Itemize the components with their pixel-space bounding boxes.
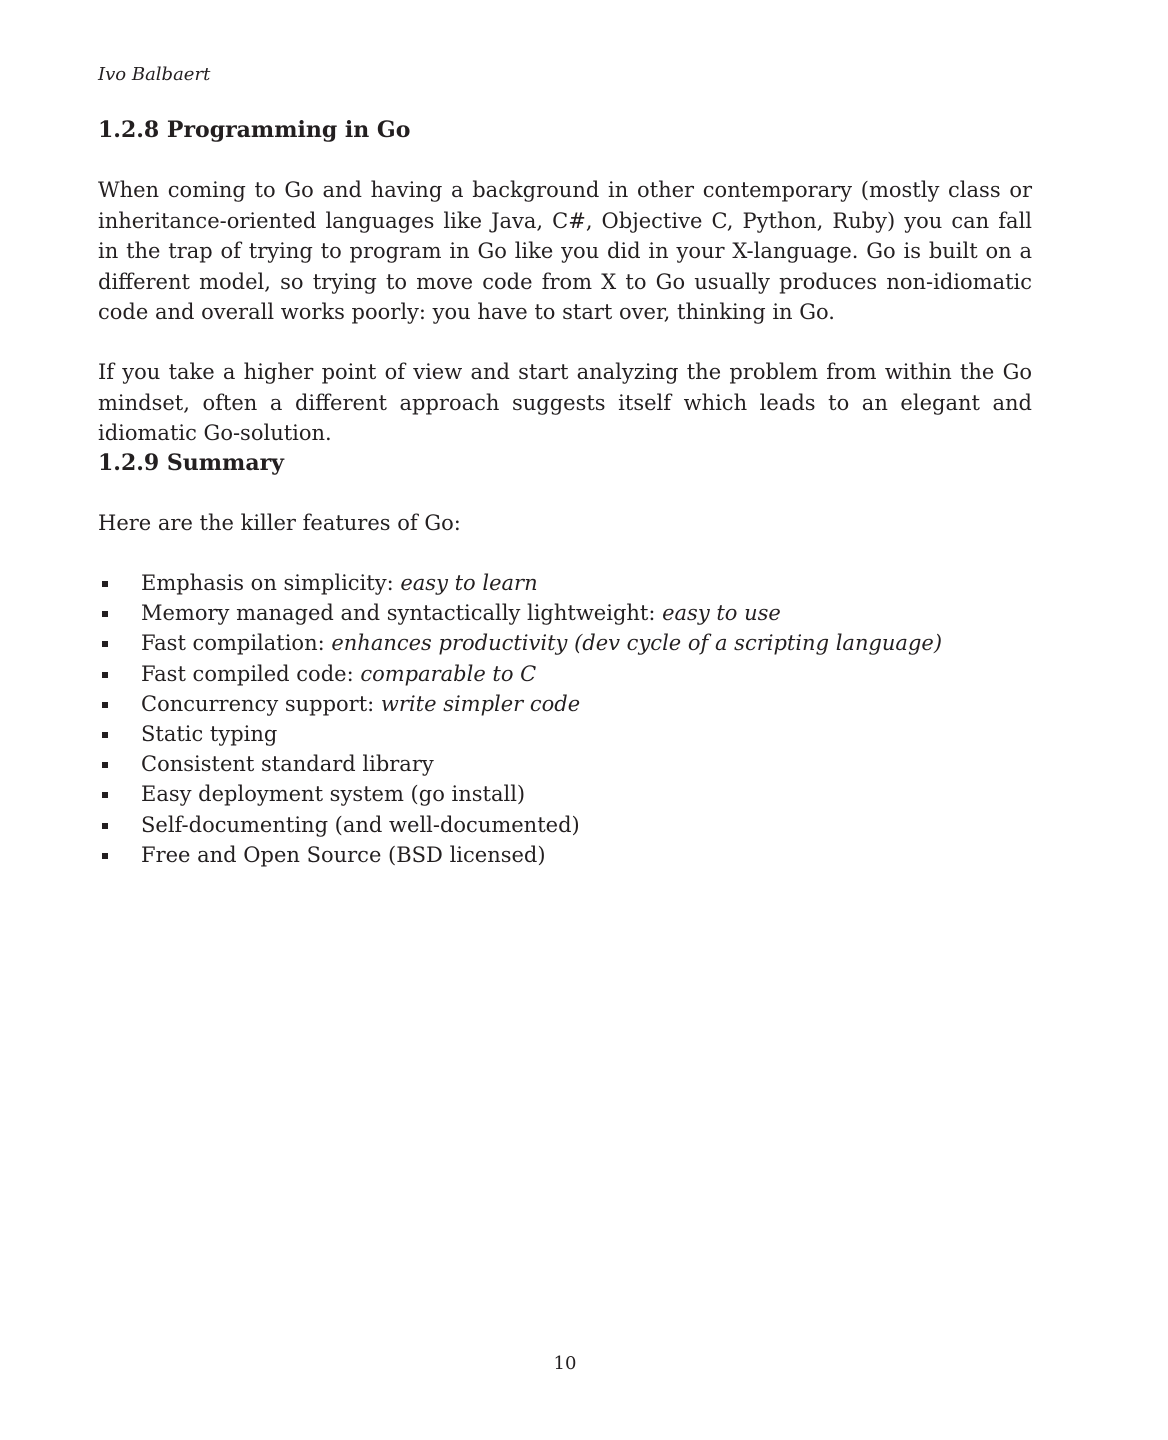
feature-emphasis: enhances productivity (dev cycle of a scripting language) [331, 631, 943, 656]
bullet-icon [102, 672, 108, 678]
feature-list-item [98, 568, 942, 598]
feature-text: Fast compiled code: [141, 661, 361, 686]
bullet-icon [102, 792, 108, 798]
feature-list-item [98, 628, 942, 658]
bullet-icon [102, 762, 108, 768]
bullet-icon [102, 732, 108, 738]
bullet-icon [102, 853, 108, 859]
feature-text: Easy deployment system (go install) [141, 782, 526, 807]
feature-list-item [98, 840, 942, 870]
feature-text: Consistent standard library [141, 752, 434, 777]
page-number: 10 [553, 1353, 577, 1374]
feature-emphasis: easy to use [662, 601, 781, 626]
paragraph: Here are the killer features of Go: [98, 511, 461, 535]
feature-text: Memory managed and syntactically lightweight: [141, 601, 663, 626]
feature-list-item [98, 719, 942, 749]
feature-list [98, 568, 942, 870]
section-heading-summary: 1.2.9 Summary [98, 450, 284, 476]
feature-emphasis: write simpler code [380, 691, 581, 716]
bullet-icon [102, 611, 108, 617]
feature-emphasis: easy to learn [400, 571, 538, 595]
feature-list-item [98, 810, 942, 840]
feature-text: Fast compilation: [141, 631, 332, 656]
feature-text: Self-documenting (and well-documented) [141, 812, 580, 837]
feature-text: Static typing [141, 721, 278, 746]
feature-list-item [98, 689, 942, 719]
feature-text: Concurrency support: [141, 691, 381, 716]
running-header-author: Ivo Balbaert [98, 64, 211, 85]
paragraph: If you take a higher point of view and start analyzing the problem from within the Go mindset, often a different approach suggests itself which leads to an elegant and idiomatic Go-solution. [98, 360, 1032, 445]
feature-text: Free and Open Source (BSD licensed) [141, 842, 546, 867]
bullet-icon [102, 641, 108, 647]
section-heading-programming-in-go: 1.2.8 Programming in Go [98, 117, 411, 143]
bullet-icon [102, 581, 108, 587]
feature-list-item [98, 779, 942, 809]
bullet-icon [102, 823, 108, 829]
feature-emphasis: comparable to C [360, 661, 537, 686]
feature-list-item [98, 598, 942, 628]
feature-list-item [98, 749, 942, 779]
paragraph: When coming to Go and having a background in other contemporary (mostly class or inheritance-oriented languages like Java, C#, Objective C, Python, Ruby) you can fall in the trap of trying to program in Go like you did in your X-language. Go is built on a different model, so trying to move code from X to Go usually produces non-idiomatic code and overall works poorly: you have to start over, thinking in Go. [98, 178, 1032, 324]
feature-list-item [98, 659, 942, 689]
feature-text: Emphasis on simplicity: [141, 571, 401, 595]
bullet-icon [102, 702, 108, 708]
